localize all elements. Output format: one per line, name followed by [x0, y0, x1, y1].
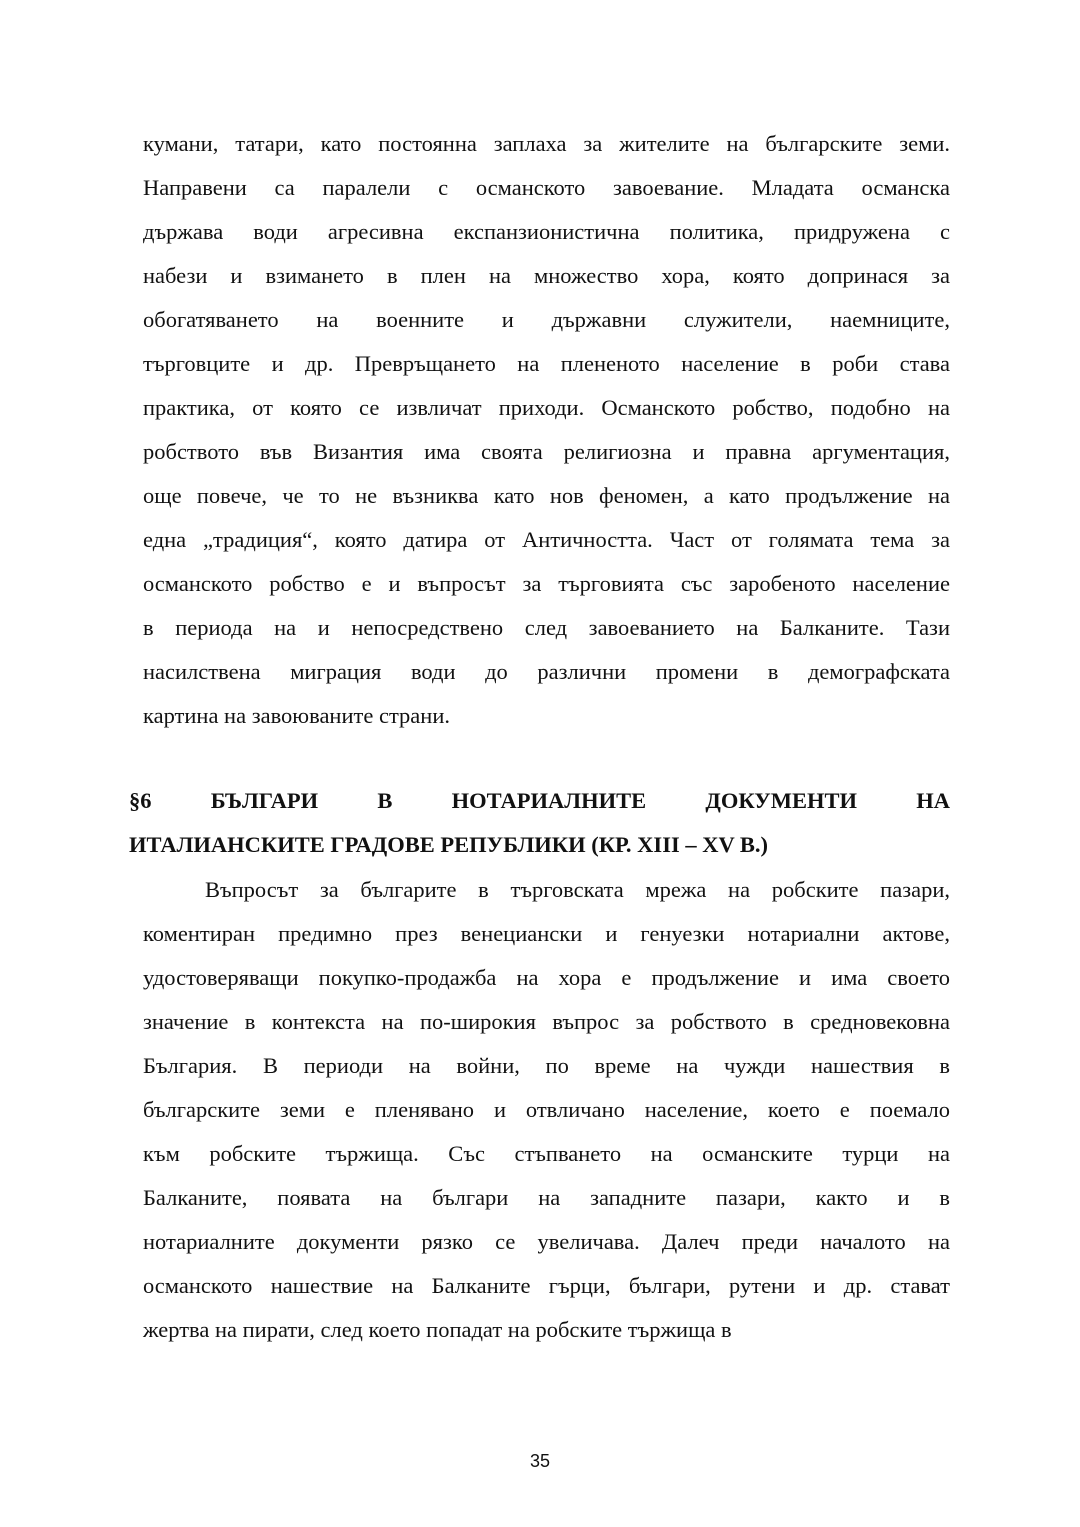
text-line: в периода на и непосредствено след завоеванието на Балканите. Тази [143, 615, 950, 640]
text-line: картина на завоюваните страни. [143, 703, 450, 728]
text-line: османското нашествие на Балканите гърци, българи, рутени и др. стават [143, 1273, 950, 1298]
text-line: робството във Византия има своята религиозна и правна аргументация, [143, 439, 950, 464]
text-line: търговците и др. Превръщането на плененото население в роби става [143, 351, 950, 376]
text-line: българските земи е пленявано и отвличано население, което е поемало [143, 1097, 950, 1122]
page-number: 35 [529, 1451, 551, 1471]
text-line: към робските тържища. Със стъпването на османските турци на [143, 1141, 950, 1166]
heading-line: §6 БЪЛГАРИ В НОТАРИАЛНИТЕ ДОКУМЕНТИ НА [129, 788, 950, 813]
text-line: удостоверяващи покупко-продажба на хора е продължение и има своето [143, 965, 950, 990]
text-line: набези и взимането в плен на множество хора, която допринася за [143, 263, 950, 288]
text-line: държава води агресивна експанзионистична политика, придружена с [143, 219, 950, 244]
text-line: жертва на пирати, след което попадат на робските тържища в [143, 1317, 732, 1342]
text-line: практика, от която се извличат приходи. Османското робство, подобно на [143, 395, 950, 420]
text-line: обогатяването на военните и държавни служители, наемниците, [143, 307, 950, 332]
text-line: значение в контекста на по-широкия въпрос за робството в средновековна [143, 1009, 950, 1034]
text-line: кумани, татари, като постоянна заплаха за жителите на българските земи. [143, 131, 950, 156]
text-line: България. В периоди на войни, по време на чужди нашествия в [143, 1053, 950, 1078]
text-line: Направени са паралели с османското завоевание. Младата османска [143, 175, 950, 200]
text-line: османското робство е и въпросът за търговията със заробеното население [143, 571, 950, 596]
text-line: коментиран предимно през венециански и генуезки нотариални актове, [143, 921, 950, 946]
text-line: насилствена миграция води до различни промени в демографската [143, 659, 950, 684]
heading-line: ИТАЛИАНСКИТЕ ГРАДОВЕ РЕПУБЛИКИ (КР. XIII – XV В.) [129, 832, 769, 857]
text-line: Въпросът за българите в търговската мрежа на робските пазари, [205, 877, 950, 902]
text-line: една „традиция“, която датира от Античността. Част от голямата тема за [143, 527, 950, 552]
text-line: още повече, че то не възниква като нов феномен, а като продължение на [143, 483, 950, 508]
text-line: Балканите, появата на българи на западните пазари, както и в [143, 1185, 950, 1210]
text-line: нотариалните документи рязко се увеличава. Далеч преди началото на [143, 1229, 950, 1254]
